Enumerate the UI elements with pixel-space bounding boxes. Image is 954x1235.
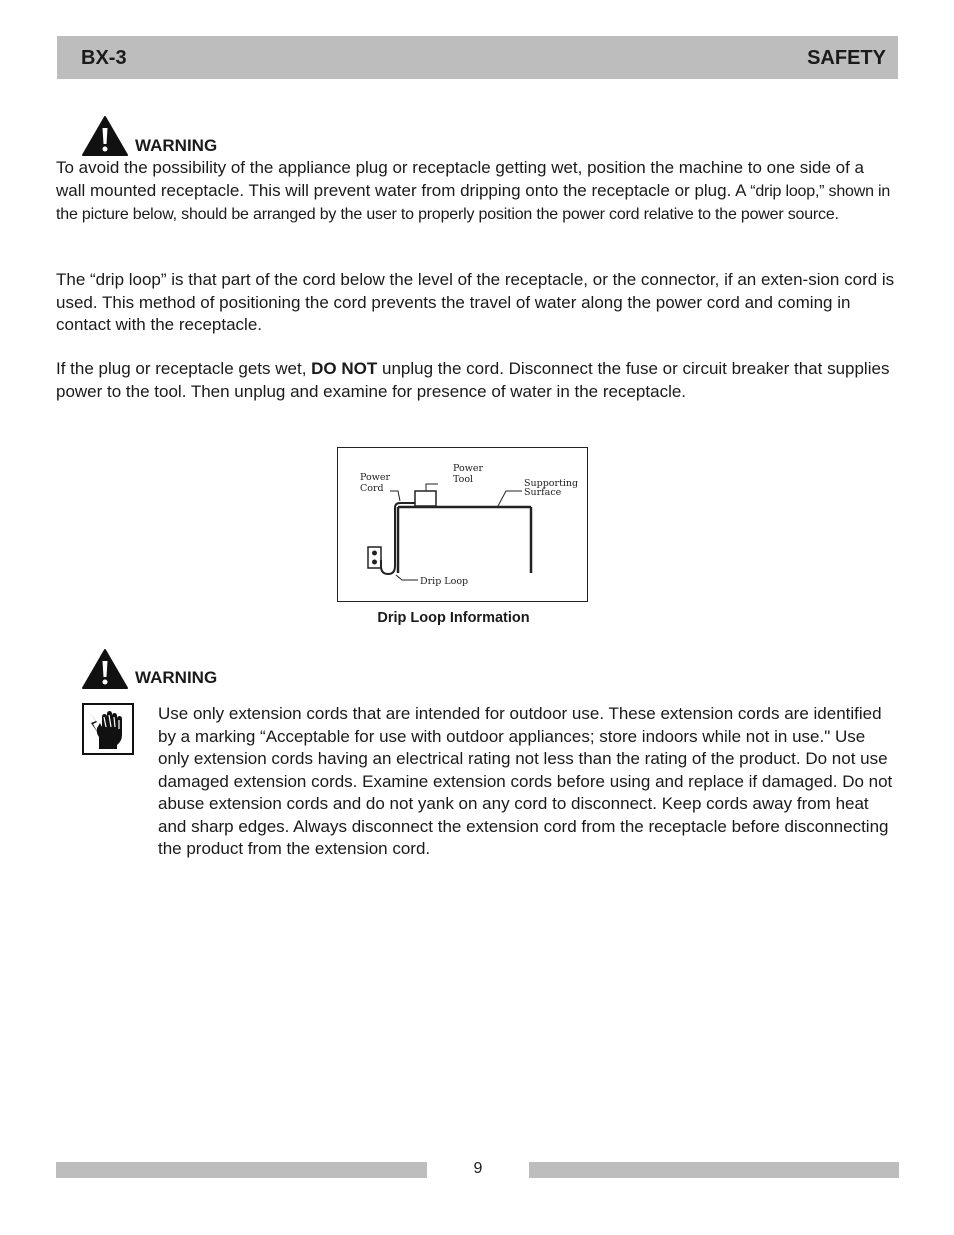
label-power-cord-1: Power (360, 472, 391, 483)
drip-loop-leader (396, 575, 418, 580)
surface-leader (498, 491, 522, 506)
outlet-hole-bottom (372, 560, 377, 565)
warning-paragraph-2: The “drip loop” is that part of the cord below the level of the receptacle, or the connector, if an exten-sion cord is used. This method of positioning the cord prevents the travel of water along the power cord and coming in contact with the receptacle. (56, 270, 895, 334)
extension-cord-warning-text: Use only extension cords that are intended for outdoor use. These extension cords are identified by a marking “Acceptable for use with outdoor appliances; store indoors while not in use." Use only extension cords having an electrical rating not less than the rating of the product. Do not use damaged extension cords. Examine extension cords before using and replace if damaged. Do not abuse extension cords and do not yank on any cord to disconnect. Keep cords away from heat and sharp edges. Always disconnect the extension cord from the receptacle before disconnecting the product from the extension cord. (158, 704, 893, 858)
warning-label: WARNING (135, 136, 218, 155)
paragraph-1-part-b: “drip loop,” shown in the picture below, should be arranged by the user to properly position the power cord relative to the power source. (56, 182, 891, 223)
header-bar (57, 36, 898, 79)
paragraph-3-after: unplug the cord. Disconnect the fuse or circuit breaker that supplies power to the tool. Then unplug and examine for presence of water in the receptacle. (56, 359, 890, 401)
do-not-emphasis: DO NOT (311, 359, 378, 378)
footer-bar-right (529, 1162, 899, 1178)
section-title: SAFETY (807, 47, 886, 69)
footer-bar-left (56, 1162, 427, 1178)
paragraph-3-before: If the plug or receptacle gets wet, (56, 359, 307, 378)
power-tool-shape (415, 491, 436, 506)
label-power-cord-2: Cord (360, 483, 384, 494)
power-tool-leader (426, 484, 438, 491)
warning-paragraph-3 (56, 358, 896, 403)
label-power-tool-2: Tool (453, 474, 474, 485)
label-drip-loop: Drip Loop (420, 576, 469, 587)
warning-label-2: WARNING (135, 668, 218, 687)
paragraph-1-part-a: To avoid the possibility of the appliance plug or receptacle getting wet, position the machine to one side of a wall mounted receptacle. This will prevent water from dripping onto the receptacle or plug. A (56, 158, 865, 200)
label-surface-2: Surface (524, 487, 562, 498)
figure-caption: Drip Loop Information (377, 610, 530, 626)
page-number: 9 (473, 1160, 483, 1177)
label-surface-1: Supporting (524, 478, 579, 489)
label-power-tool-1: Power (453, 463, 484, 474)
drip-loop-figure (337, 447, 588, 602)
receptacle (368, 547, 381, 568)
drip-loop-diagram (338, 448, 586, 600)
warning-triangle-icon (81, 115, 129, 157)
model-name: BX-3 (81, 47, 127, 69)
warning-paragraph-1 (56, 157, 896, 227)
warning-triangle-icon (81, 648, 129, 690)
outlet-hole-top (372, 551, 377, 556)
electric-shock-icon (82, 703, 134, 755)
power-cord-leader (390, 491, 400, 501)
